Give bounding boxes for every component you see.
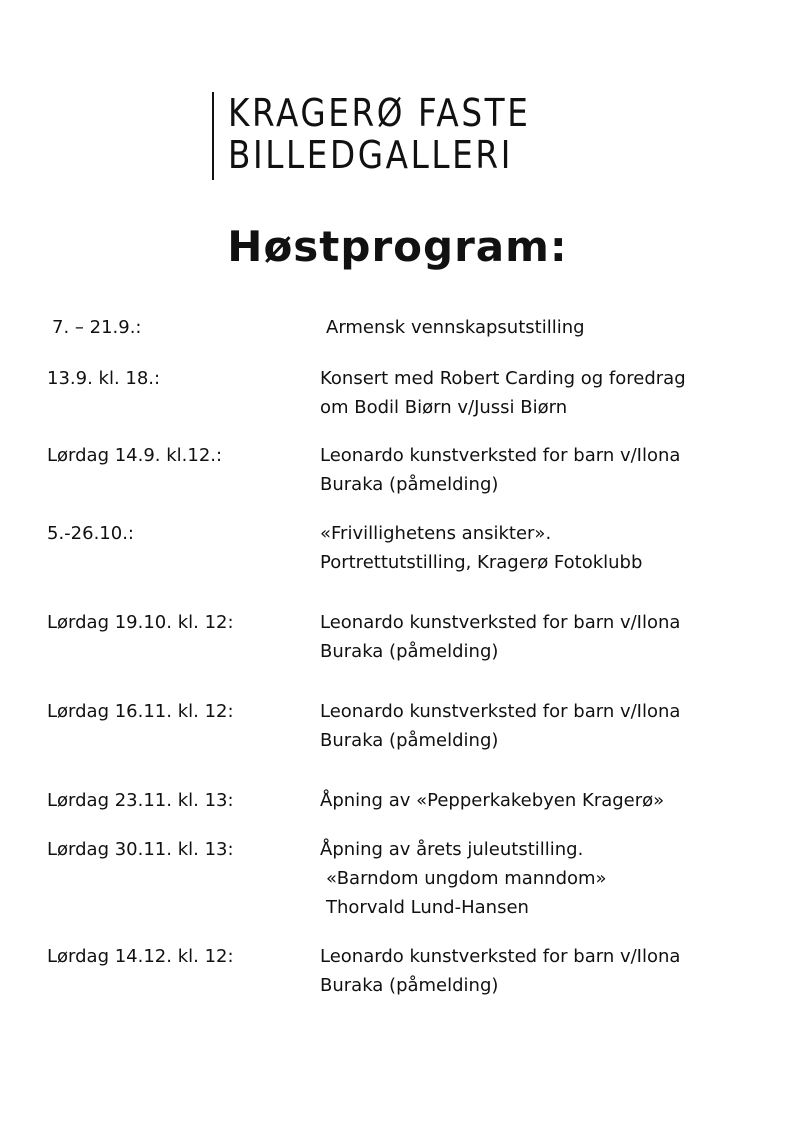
event-description-line: Armensk vennskapsutstilling [326, 317, 585, 338]
event-description [326, 313, 766, 342]
page-heading: Høstprogram: [227, 222, 568, 271]
event-description-line: Buraka (påmelding) [320, 730, 499, 751]
event-description-line: Konsert med Robert Carding og foredrag [320, 368, 686, 389]
event-description-line: Buraka (påmelding) [320, 474, 499, 495]
event-date: Lørdag 30.11. kl. 13: [47, 839, 234, 860]
event-description-line: Leonardo kunstverksted for barn v/Ilona [320, 701, 681, 722]
event-date: 13.9. kl. 18.: [47, 368, 161, 389]
event-description-line: Leonardo kunstverksted for barn v/Ilona [320, 946, 681, 967]
event-date: Lørdag 14.9. kl.12.: [47, 445, 223, 466]
logo-line-1: KRAGERØ FASTE [228, 91, 531, 135]
gallery-logo [212, 92, 580, 180]
event-description-line: «Frivillighetens ansikter». [320, 523, 552, 544]
event-date: Lørdag 23.11. kl. 13: [47, 790, 234, 811]
event-date: 5.-26.10.: [47, 523, 134, 544]
event-description [320, 697, 760, 755]
event-date: Lørdag 14.12. kl. 12: [47, 946, 234, 967]
event-date: Lørdag 19.10. kl. 12: [47, 612, 234, 633]
event-description-line: Åpning av årets juleutstilling. [320, 839, 584, 860]
event-description [320, 786, 760, 815]
event-description-line: Leonardo kunstverksted for barn v/Ilona [320, 612, 681, 633]
event-description-line: Thorvald Lund-Hansen [326, 897, 529, 918]
event-description-line: Buraka (påmelding) [320, 641, 499, 662]
event-date: Lørdag 16.11. kl. 12: [47, 701, 234, 722]
event-description-line: Leonardo kunstverksted for barn v/Ilona [320, 445, 681, 466]
event-description-line: «Barndom ungdom manndom» [326, 868, 607, 889]
event-description-line: om Bodil Biørn v/Jussi Biørn [320, 397, 568, 418]
event-description [320, 942, 760, 1000]
event-description-line: Åpning av «Pepperkakebyen Kragerø» [320, 790, 665, 811]
event-description [320, 835, 760, 922]
event-description [320, 364, 760, 422]
event-date: 7. – 21.9.: [52, 317, 142, 338]
event-description-line: Portrettutstilling, Kragerø Fotoklubb [320, 552, 643, 573]
event-description [320, 441, 760, 499]
logo-line-2: BILLEDGALLERI [228, 133, 513, 177]
event-description [320, 608, 760, 666]
event-description-line: Buraka (påmelding) [320, 975, 499, 996]
event-description [320, 519, 760, 577]
